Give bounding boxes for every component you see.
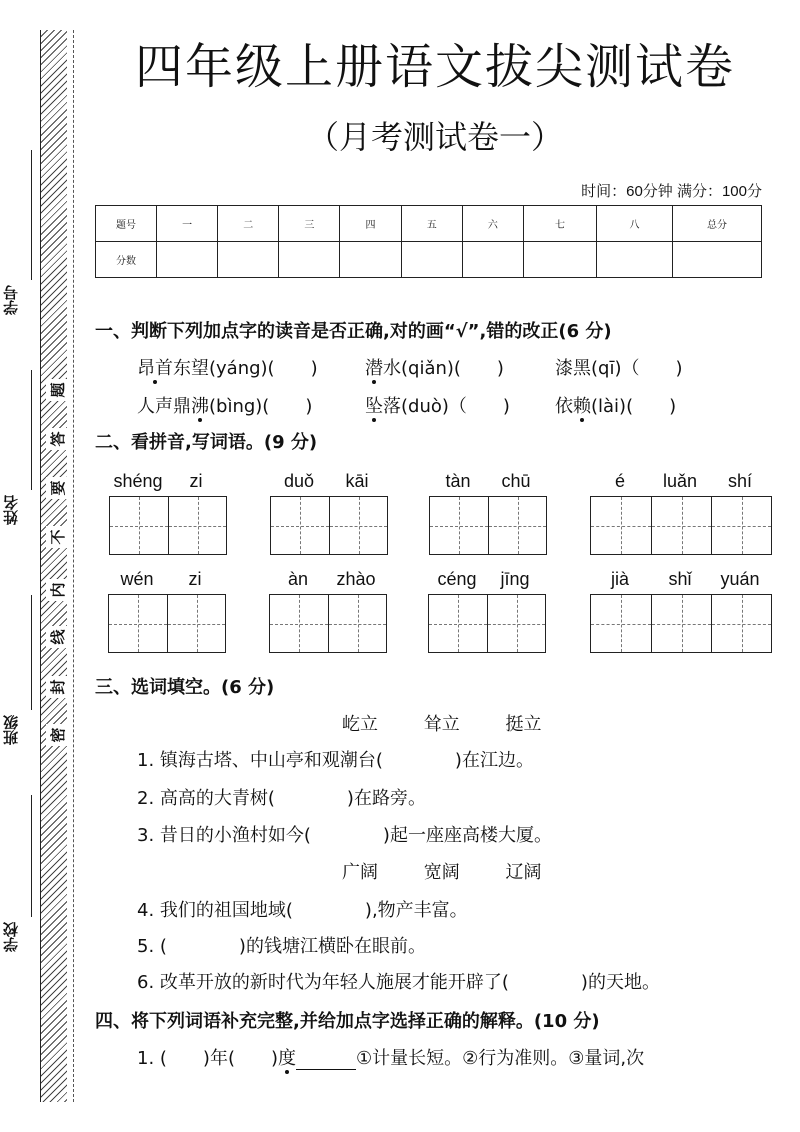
student-id-field[interactable] [31,150,32,280]
score-cell[interactable] [673,242,762,278]
seal-char: 内 [46,579,70,601]
dotted-char: 度 [278,1048,296,1069]
section-2-heading: 二、看拼音,写词语。(9 分) [95,432,318,453]
score-cell[interactable] [157,242,218,278]
class-field[interactable] [31,595,32,710]
pinyin: zi [189,471,203,491]
seal-char: 题 [46,379,70,401]
word-option: 辽阔 [505,862,542,883]
writing-grid[interactable] [109,496,227,555]
item-text: 1. ( )年( ) [137,1048,278,1069]
dotted-char: 坠 [365,396,383,417]
question-line: 1. 镇海古塔、中山亭和观潮台( )在江边。 [137,750,534,771]
pinyin: shí [727,471,752,491]
score-table [95,205,762,278]
pinyin: jià [610,569,629,589]
question-line: 6. 改革开放的新时代为年轻人施展才能开辟了( )的天地。 [137,972,660,993]
item-text: 黑(qī)（ ) [573,358,683,379]
writing-grid[interactable] [590,594,772,653]
pinyin-group [429,466,547,555]
score-cell[interactable] [597,242,673,278]
score-cell[interactable] [218,242,279,278]
question-row [137,392,312,418]
pinyin: é [614,471,625,491]
score-col-header: 一 [157,206,218,242]
name-field[interactable] [31,370,32,490]
question-line: 3. 昔日的小渔村如今( )起一座座高楼大厦。 [137,825,552,846]
pinyin-group [590,466,772,555]
item-text: 昂 [137,358,155,379]
pinyin-group [590,564,772,653]
seal-char: 密 [46,724,70,746]
score-row-label: 题号 [96,206,157,242]
score-cell[interactable] [524,242,597,278]
page-subtitle: （月考测试卷一） [306,118,563,156]
item-text: (bìng)( ) [209,396,313,417]
pinyin: jīng [500,569,530,589]
score-col-header: 六 [462,206,523,242]
pinyin: chū [501,471,531,491]
seal-char: 不 [46,526,70,548]
dotted-char: 沸 [191,396,209,417]
score-table-value-row [96,242,762,278]
pinyin: kāi [345,471,369,491]
pinyin: yuán [720,569,760,589]
word-option: 广阔 [342,862,378,883]
pinyin: àn [287,569,309,589]
score-col-header: 八 [597,206,673,242]
pinyin: shǐ [668,569,692,589]
pinyin: zhào [336,569,376,589]
seal-char: 答 [46,428,70,450]
dotted-char: 赖 [573,396,591,417]
dotted-char: 潜 [365,358,383,379]
question-line: 4. 我们的祖国地域( ),物产丰富。 [137,900,468,921]
pinyin: shéng [113,471,163,491]
writing-grid[interactable] [108,594,226,653]
writing-grid[interactable] [269,594,387,653]
writing-grid[interactable] [429,496,547,555]
pinyin-group [109,466,227,555]
school-field[interactable] [31,795,32,917]
seal-char: 封 [46,676,70,698]
score-cell[interactable] [401,242,462,278]
section-1-heading: 一、判断下列加点字的读音是否正确,对的画“√”,错的改正(6 分) [95,321,612,342]
score-row-label: 分数 [96,242,157,278]
question-line [137,1044,644,1070]
score-col-header: 七 [524,206,597,242]
writing-grid[interactable] [270,496,388,555]
time-info: 时间：60分钟 满分：100分 [581,183,762,200]
seal-char: 要 [46,477,70,499]
pinyin-group [270,466,388,555]
word-options [322,710,561,736]
answer-blank[interactable] [296,1051,356,1070]
item-text: 人声鼎 [137,396,191,417]
word-option: 耸立 [423,714,460,735]
pinyin: luǎn [662,471,698,491]
question-row [137,354,318,380]
seal-dashed-line [73,30,74,1102]
page-title: 四年级上册语文拔尖测试卷 [134,39,735,95]
seal-char: 线 [46,626,70,648]
item-text: 首东望(yáng)( ) [155,358,318,379]
writing-grid[interactable] [428,594,546,653]
question-row [365,392,510,418]
name-label: 姓名 [2,495,20,525]
word-option: 宽阔 [423,862,460,883]
pinyin-group [269,564,387,653]
question-row [555,392,676,418]
class-label: 班级 [2,715,20,745]
item-text: 漆 [555,358,573,379]
question-row [365,354,504,380]
item-text: ①计量长短。②行为准则。③量词,次 [356,1048,645,1069]
question-line: 5. ( )的钱塘江横卧在眼前。 [137,936,426,957]
score-col-header: 总分 [673,206,762,242]
word-options [322,858,561,884]
item-text: 落(duò)（ ) [383,396,510,417]
score-cell[interactable] [462,242,523,278]
pinyin-group [108,564,226,653]
score-cell[interactable] [279,242,340,278]
school-label: 学校 [2,922,20,952]
section-4-heading: 四、将下列词语补充完整,并给加点字选择正确的解释。(10 分) [95,1011,600,1032]
word-option: 挺立 [505,714,542,735]
score-col-header: 五 [401,206,462,242]
score-col-header: 四 [340,206,401,242]
binding-hatch [40,30,67,1102]
pinyin: zi [188,569,202,589]
word-option: 屹立 [342,714,378,735]
score-col-header: 二 [218,206,279,242]
section-3-heading: 三、选词填空。(6 分) [95,677,275,698]
item-text: (lài)( ) [591,396,677,417]
question-line: 2. 高高的大青树( )在路旁。 [137,788,426,809]
item [137,358,318,379]
pinyin-group [428,564,546,653]
pinyin: céng [437,569,477,589]
score-col-header: 三 [279,206,340,242]
pinyin: wén [120,569,154,589]
pinyin: duǒ [283,471,315,491]
student-id-label: 学号 [2,285,20,315]
score-cell[interactable] [340,242,401,278]
question-row [555,354,683,380]
writing-grid[interactable] [590,496,772,555]
score-table-header-row [96,206,762,242]
item-text: 依 [555,396,573,417]
item-text: 水(qiǎn)( ) [383,358,504,379]
pinyin: tàn [445,471,471,491]
